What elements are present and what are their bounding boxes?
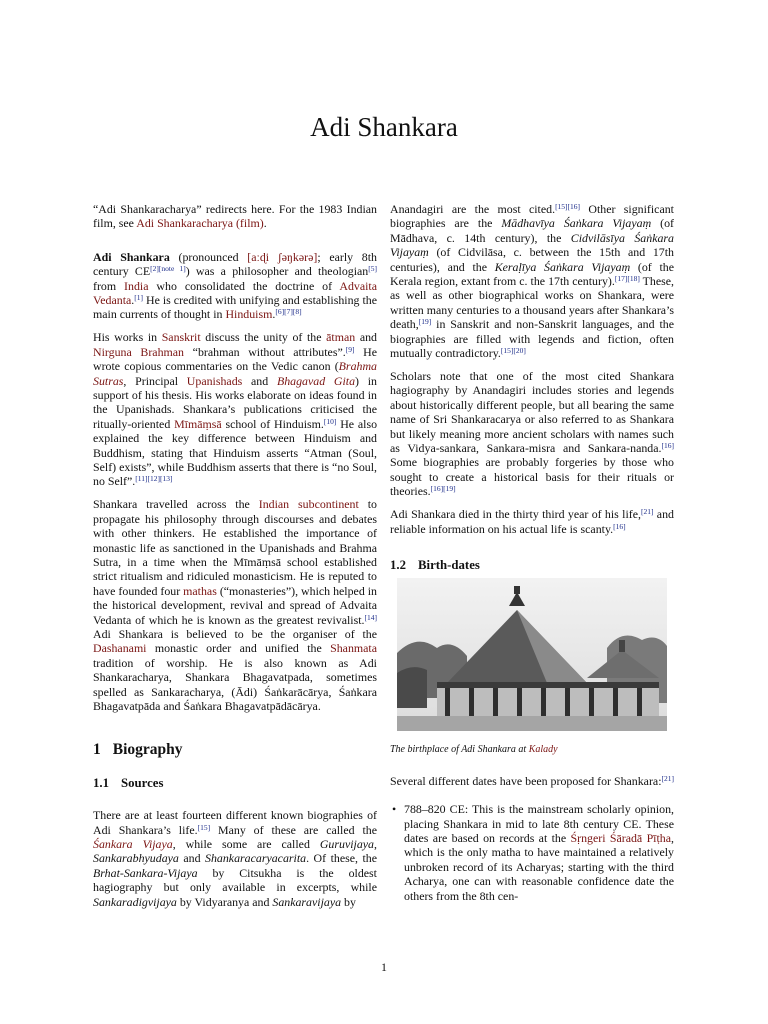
subsection-heading-sources bbox=[93, 776, 377, 790]
biographies-paragraph bbox=[390, 202, 674, 360]
birthplace-photo bbox=[397, 578, 667, 731]
citation[interactable]: [9] bbox=[345, 344, 355, 354]
citation[interactable]: [16][19] bbox=[430, 484, 456, 494]
text: . bbox=[263, 216, 267, 231]
text: Sankaravijaya bbox=[272, 894, 342, 909]
text: . bbox=[131, 293, 135, 308]
citation[interactable]: [19] bbox=[418, 317, 432, 327]
link-india[interactable]: India bbox=[124, 278, 149, 293]
link-advaita-vedanta[interactable]: Advaita Vedanta bbox=[93, 278, 377, 308]
citation[interactable]: [1] bbox=[134, 293, 144, 303]
citation[interactable]: [15] bbox=[197, 822, 211, 832]
text: His works in bbox=[93, 330, 162, 345]
text: Cidvilāsīya Śaṅkara Vijayaṃ bbox=[390, 230, 674, 260]
text: Sankarabhyudaya bbox=[93, 851, 179, 866]
citation[interactable]: [15][20] bbox=[500, 346, 526, 356]
citation[interactable]: [11][12][13] bbox=[135, 474, 173, 484]
text: , while some are called bbox=[172, 837, 320, 852]
text: Brhat-Sankara-Vijaya bbox=[93, 865, 198, 880]
text: Shankaracaryacarita bbox=[205, 851, 307, 866]
section-title: Birth-dates bbox=[418, 557, 480, 572]
redirect-note bbox=[93, 202, 377, 231]
scholars-paragraph bbox=[390, 369, 674, 499]
text: Some biographies are probably forgeries by those who sought to create a historical basis for their rituals or theories. bbox=[390, 455, 674, 499]
text: school of Hinduism. bbox=[221, 416, 324, 431]
text: ; early 8th century CE bbox=[93, 249, 377, 279]
link-sringeri-sarada-pitha[interactable]: Śṛngeri Śāradā Pīṭha bbox=[570, 830, 672, 845]
citation[interactable]: [16] bbox=[613, 521, 626, 531]
link-atman[interactable]: ātman bbox=[326, 330, 356, 345]
text: Keraḷīya Śaṅkara Vijayaṃ bbox=[494, 259, 631, 274]
page-number: 1 bbox=[381, 960, 387, 974]
citation[interactable]: [5] bbox=[368, 264, 378, 274]
citation[interactable]: [21] bbox=[640, 507, 654, 517]
citation[interactable]: [10] bbox=[323, 416, 337, 426]
text: (“monasteries”), which helped in the historical development, revival and spread of Advaita Vedanta of which he is known as the greatest revivalist. bbox=[93, 583, 377, 627]
text: Mādhavīya Śaṅkara Vijayaṃ bbox=[501, 216, 652, 231]
dates-intro-paragraph bbox=[390, 774, 674, 788]
link-mimamsa[interactable]: Mīmāṃsā bbox=[174, 416, 222, 431]
text: by bbox=[341, 894, 356, 909]
text: Guruvijaya bbox=[319, 837, 375, 852]
text: . bbox=[272, 307, 276, 322]
text: discuss the unity of the bbox=[200, 330, 327, 345]
temple-photo-illustration bbox=[397, 578, 667, 731]
text: Adi Shankara died in the thirty third year of his life, bbox=[390, 507, 641, 522]
citation[interactable]: [17][18] bbox=[614, 274, 640, 284]
text: (of Mādhava, c. 14th century), the bbox=[390, 216, 674, 245]
travels-paragraph bbox=[93, 497, 377, 713]
text: Several different dates have been proposed for Shankara: bbox=[390, 773, 662, 788]
text: These, as well as other biographical works on Shankara, were written many centuries to a thousand years after Shankara’s death, bbox=[390, 274, 674, 332]
section-heading-biography bbox=[93, 743, 377, 757]
text: and reliable information on his actual life is scanty. bbox=[390, 507, 674, 536]
text: He is credited with unifying and establishing the main currents of thought in bbox=[93, 293, 377, 322]
citation[interactable]: [2][note 1] bbox=[150, 264, 186, 274]
text: by Citsukha is the oldest hagiography but only available in excerpts, while bbox=[93, 865, 377, 895]
text: He wrote copious commentaries on the Vedic canon ( bbox=[93, 344, 377, 374]
citation[interactable]: [16] bbox=[661, 441, 674, 450]
citation[interactable]: [15][16] bbox=[555, 202, 581, 211]
link-hinduism[interactable]: Hinduism bbox=[225, 307, 273, 322]
text: Many of these are called the bbox=[210, 822, 377, 837]
text: . Of these, the bbox=[306, 851, 377, 866]
link-kalady[interactable]: Kalady bbox=[528, 744, 558, 756]
text: “brahman without attributes”. bbox=[184, 344, 346, 359]
text: 788–820 CE: This is the mainstream scholarly opinion, placing Shankara in mid to late 8th century CE. These dates are based on records at the bbox=[404, 802, 674, 845]
sources-paragraph bbox=[93, 808, 377, 909]
page-title: Adi Shankara bbox=[310, 112, 458, 142]
citation[interactable]: [6][7][8] bbox=[275, 307, 302, 317]
link-sankara-vijaya[interactable]: Śankara Vijaya bbox=[93, 837, 173, 852]
death-paragraph bbox=[390, 507, 674, 536]
link-brahma-sutras[interactable]: Brahma Sutras bbox=[93, 359, 377, 388]
works-paragraph bbox=[93, 330, 377, 488]
section-number: 1.1 bbox=[93, 775, 109, 790]
list-item bbox=[404, 802, 674, 903]
link-bhagavad-gita[interactable]: Bhagavad Gita bbox=[276, 373, 356, 388]
text: Adi Shankara is believed to be the organiser of the bbox=[93, 626, 377, 641]
text: “Adi Shankaracharya” redirects here. For the 1983 Indian film, see bbox=[93, 202, 377, 231]
text: There are at least fourteen different known biographies of Adi Shankara’s life. bbox=[93, 808, 377, 837]
text: to propagate his philosophy through discourses and debates with other thinkers. He established the importance of monastic life as sanctioned in the Upanishads and Brahma Sutra, in a time when the Mīmāṃsā school established strict ritualism and ridiculed monasticism. He is reputed to have founded four bbox=[93, 497, 377, 598]
section-title: Sources bbox=[121, 775, 164, 790]
text: Anandagiri are the most cited. bbox=[390, 202, 556, 216]
text: ) was a philosopher and theologian bbox=[185, 264, 369, 279]
link-dashanami[interactable]: Dashanami bbox=[93, 641, 147, 656]
link-nirguna-brahman[interactable]: Nirguna Brahman bbox=[93, 344, 184, 359]
text: Other significant biographies are the bbox=[390, 202, 674, 231]
text: (pronounced bbox=[169, 249, 248, 264]
text: (of the Kerala region, extant from c. the 17th century). bbox=[390, 259, 674, 289]
text: by Vidyaranya and bbox=[176, 894, 273, 909]
link-shanmata[interactable]: Shanmata bbox=[330, 641, 377, 656]
citation[interactable]: [14] bbox=[364, 612, 377, 622]
text: , bbox=[374, 837, 377, 852]
text: He also explained the key difference between Hinduism and Buddhism, stating that Hinduism asserts “Atman (Soul, Self) exists”, while Buddhism asserts that there is “no Soul, no Self”. bbox=[93, 416, 378, 489]
text: from bbox=[93, 278, 125, 293]
text: Shankara travelled across the bbox=[93, 497, 259, 512]
text: in Sanskrit and non-Sanskrit languages, and the biographies are filled with legends and fiction, often mutually contradictory. bbox=[390, 317, 674, 361]
section-number: 1 bbox=[93, 741, 101, 759]
intro-paragraph bbox=[93, 250, 377, 322]
citation[interactable]: [21] bbox=[661, 773, 675, 783]
text: Sankaradigvijaya bbox=[93, 894, 177, 909]
link-upanishads[interactable]: Upanishads bbox=[186, 373, 243, 388]
text: and bbox=[242, 373, 277, 388]
birth-dates-list bbox=[390, 802, 674, 903]
text: ) in support of his thesis. His works elaborate on ideas found in the Upanishads. Shankara’s publications criticised the ritually-oriented bbox=[93, 373, 377, 431]
text: The birthplace of Adi Shankara at bbox=[390, 744, 529, 756]
link-indian-subcontinent[interactable]: Indian subcontinent bbox=[258, 497, 359, 512]
text: and bbox=[355, 330, 377, 345]
link-mathas[interactable]: mathas bbox=[183, 583, 217, 598]
link-ipa[interactable]: [aːɖi ʃəŋkərə] bbox=[247, 249, 318, 264]
link-sanskrit[interactable]: Sanskrit bbox=[161, 330, 201, 345]
text: tradition of worship. He is also known as Adi Shankaracharya, Shankara Bhagavatpada, sometimes spelled as Sankaracharya, (Ādi) Śaṅkarācārya, Śaṅkara Bhagavatpāda and Śaṅkara Bhagavatpādācārya. bbox=[93, 655, 377, 713]
subject-name: Adi Shankara bbox=[93, 249, 170, 264]
photo-caption bbox=[390, 743, 674, 757]
right-column bbox=[390, 202, 674, 903]
text: , which is the only matha to have maintained a relatively unbroken record of its Acharyas; starting with the third Acharya, one can with reasonable confidence date the others from the 8th cen- bbox=[404, 830, 674, 903]
text: , Principal bbox=[123, 373, 187, 388]
link-adi-shankaracharya-film[interactable]: Adi Shankaracharya (film) bbox=[136, 216, 264, 231]
subsection-heading-birth-dates bbox=[390, 558, 674, 572]
text: monastic order and unified the bbox=[146, 641, 331, 656]
text: who consolidated the doctrine of bbox=[148, 278, 340, 293]
text: and bbox=[178, 851, 206, 866]
text: Scholars note that one of the most cited Shankara hagiography by Anandagiri includes stories and legends about historically different people, but all bearing the same name of Sri Shankaracarya or also referred to as Shankara but likely meaning more ancient scholars with names such as Vidya-sankara, Sankara-misra and Sankara-nanda. bbox=[390, 368, 674, 455]
left-column bbox=[93, 202, 377, 918]
text: (of Cidvilāsa, c. between the 15th and 17th centuries), and the bbox=[390, 245, 674, 274]
section-title: Biography bbox=[112, 741, 183, 759]
section-number: 1.2 bbox=[390, 557, 406, 572]
